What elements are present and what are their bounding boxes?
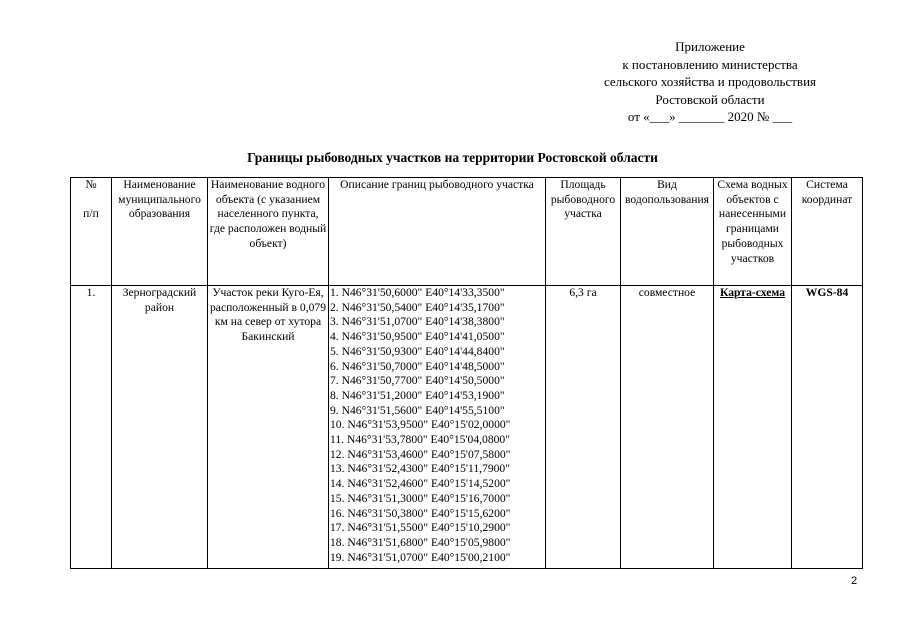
- row-number: 1.: [71, 286, 112, 569]
- page-number: 2: [851, 575, 858, 587]
- coordinate-point: 16. N46°31'50,3800" E40°15'15,6200": [330, 506, 511, 520]
- coordinate-point: 5. N46°31'50,9300" E40°14'44,8400": [330, 344, 505, 358]
- coordinate-point: 19. N46°31'51,0700" E40°15'00,2100": [330, 550, 511, 564]
- coordinate-point: 18. N46°31'51,6800" E40°15'05,9800": [330, 535, 511, 549]
- header-crs: Система координат: [792, 178, 863, 286]
- header-number: [71, 178, 112, 286]
- header-scheme: Схема водных объектов с нанесенными границами рыбоводных участков: [714, 178, 792, 286]
- header-description: Описание границ рыбоводного участка: [329, 178, 546, 286]
- header-number-sign: №: [85, 178, 97, 191]
- coordinate-point: 4. N46°31'50,9500" E40°14'41,0500": [330, 330, 505, 344]
- row-water-body: Участок реки Куго-Ея, расположенный в 0,079 км на север от хутора Бакинский: [208, 286, 329, 569]
- coordinate-point: 2. N46°31'50,5400" E40°14'35,1700": [330, 300, 505, 314]
- header-water-body: Наименование водного объекта (с указанием населенного пункта, где расположен водный объект): [208, 178, 329, 286]
- row-crs: WGS-84: [805, 286, 849, 299]
- header-municipality: Наименование муниципального образования: [112, 178, 208, 286]
- coordinate-point: 8. N46°31'51,2000" E40°14'53,1900": [330, 388, 505, 402]
- appendix-line-2: к постановлению министерства: [622, 56, 798, 72]
- coordinate-point: 11. N46°31'53,7800" E40°15'04,0800": [330, 433, 510, 447]
- table-header-row: [71, 178, 863, 286]
- appendix-line-5: от «___» _______ 2020 № ___: [627, 109, 793, 124]
- appendix-block: [560, 38, 860, 126]
- document-title: Границы рыбоводных участков на территории Ростовской области: [247, 150, 658, 165]
- coordinate-point: 10. N46°31'53,9500" E40°15'02,0000": [330, 418, 511, 432]
- row-crs-cell: [792, 286, 863, 569]
- coordinate-point: 9. N46°31'51,5600" E40°14'55,5100": [330, 403, 505, 417]
- row-use-type: совместное: [621, 286, 714, 569]
- header-use-type: Вид водопользования: [621, 178, 714, 286]
- coordinate-point: 12. N46°31'53,4600" E40°15'07,5800": [330, 447, 511, 461]
- coordinate-point: 3. N46°31'51,0700" E40°14'38,3800": [330, 315, 505, 329]
- row-coordinates: [329, 286, 546, 569]
- row-municipality: Зерноградский район: [112, 286, 208, 569]
- appendix-line-4: Ростовской области: [655, 91, 765, 107]
- appendix-line-3: сельского хозяйства и продовольствия: [603, 74, 817, 89]
- header-number-pp: п/п: [83, 206, 99, 220]
- coordinate-point: 7. N46°31'50,7700" E40°14'50,5000": [330, 374, 505, 388]
- table-row: [71, 286, 863, 569]
- coordinate-point: 15. N46°31'51,3000" E40°15'16,7000": [330, 491, 511, 505]
- appendix-line-1: Приложение: [675, 39, 745, 54]
- fish-farming-areas-table: [70, 177, 863, 569]
- coordinate-point: 13. N46°31'52,4300" E40°15'11,7900": [330, 462, 510, 476]
- coordinate-point: 6. N46°31'50,7000" E40°14'48,5000": [330, 359, 505, 373]
- row-area: 6,3 га: [546, 286, 621, 569]
- coordinate-point: 1. N46°31'50,6000" E40°14'33,3500": [330, 286, 505, 299]
- map-scheme-link[interactable]: Карта-схема: [719, 286, 786, 299]
- coordinate-point: 17. N46°31'51,5500" E40°15'10,2900": [330, 521, 511, 535]
- row-scheme-cell: [714, 286, 792, 569]
- coordinate-point: 14. N46°31'52,4600" E40°15'14,5200": [330, 477, 511, 491]
- header-area: Площадь рыбоводного участка: [546, 178, 621, 286]
